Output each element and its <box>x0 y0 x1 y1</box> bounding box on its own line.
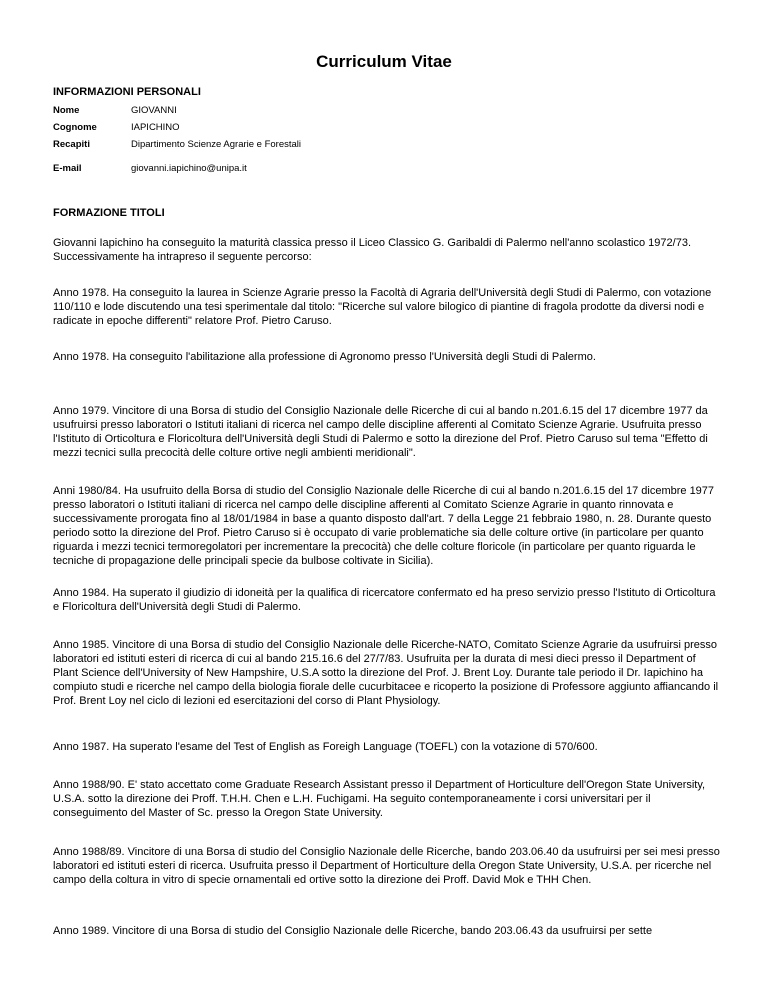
paragraph: Anno 1985. Vincitore di una Borsa di studio del Consiglio Nazionale delle Ricerche-NATO, Comitato Scienze Agrarie da usufruirsi presso laboratori ed istituti esteri di ricerca di cui al bando 215.16.6 del 27/7/83. Usufruita per la durata di mesi dieci presso il Department of Plant Science dell'University of New Hampshire, U.S.A sotto la direzione del Prof. J. Brent Loy. Durante tale periodo il Dr. Iapichino ha compiuto studi e ricerche nel campo della biologia fiorale delle cucurbitacee e ricoperto la posizione di Professore aggiunto affiancando il Prof. Brent Loy nel ciclo di lezioni ed esercitazioni del corso di Plant Physiology. <box>53 639 719 707</box>
paragraph: Anno 1978. Ha conseguito la laurea in Scienze Agrarie presso la Facoltà di Agraria dell'Università degli Studi di Palermo, con votazione 110/110 e lode discutendo una tesi sperimentale dal titolo: "Ricerche sul valore bilogico di piantine di fragola prodotte da diversi nodi e radicate in epoche differenti" relatore Prof. Pietro Caruso. <box>53 287 712 327</box>
paragraph: Anno 1984. Ha superato il giudizio di idoneità per la qualifica di ricercatore confermato ed ha preso servizio presso l'Istituto di Orticoltura e Floricoltura dell'Università degli Studi di Palermo. <box>53 587 716 613</box>
formazione-heading: FORMAZIONE TITOLI <box>53 207 165 219</box>
recapiti-value: Dipartimento Scienze Agrarie e Forestali <box>131 139 302 150</box>
paragraph: Anno 1988/90. E' stato accettato come Graduate Research Assistant presso il Department of Horticulture dell'Oregon State University, U.S.A. sotto la direzione dei Proff. T.H.H. Chen e L.H. Fuchigami. Ha seguito contemporaneamente i corsi universitari per il conseguimento del Master of Sc. presso la Oregon State University. <box>53 779 706 819</box>
paragraph: Giovanni Iapichino ha conseguito la maturità classica presso il Liceo Classico G. Garibaldi di Palermo nell'anno scolastico 1972/73. Successivamente ha intrapreso il seguente percorso: <box>53 237 691 263</box>
nome-value: GIOVANNI <box>131 105 177 116</box>
paragraph: Anno 1987. Ha superato l'esame del Test of English as Foreigh Language (TOEFL) con la votazione di 570/600. <box>53 741 598 753</box>
paragraph: Anno 1988/89. Vincitore di una Borsa di studio del Consiglio Nazionale delle Ricerche, bando 203.06.40 da usufruirsi per sei mesi presso laboratori ed istituti esteri di ricerca. Usufruita presso il Department of Horticulture della Oregon State University, U.S.A. per ricerche nel campo della coltura in vitro di specie ornamentali ed ortive sotto la direzione dei Proff. David Mok e THH Chen. <box>53 846 720 886</box>
cognome-label: Cognome <box>53 122 97 133</box>
nome-label: Nome <box>53 105 80 116</box>
paragraph: Anno 1978. Ha conseguito l'abilitazione alla professione di Agronomo presso l'Università degli Studi di Palermo. <box>53 351 596 363</box>
paragraph: Anni 1980/84. Ha usufruito della Borsa di studio del Consiglio Nazionale delle Ricerche di cui al bando n.201.6.15 del 17 dicembre 1977 presso laboratori o Istituti italiani di ricerca nel campo delle discipline afferenti al Comitato Scienze Agrarie in quanto rinnovata e successivamente prorogata fino al 18/01/1984 in base a quanto disposto dall'art. 7 della Legge 21 febbraio 1980, n. 28. Durante questo periodo sotto la direzione del Prof. Pietro Caruso si è occupato di varie problematiche sia delle colture ortive (in particolare per quanto riguarda i mezzi tecnici termoregolatori per incrementare la precocità) che delle colture floricole (in particolare per quanto riguarda le tecniche di propagazione delle principali specie da bulbose coltivate in Sicilia). <box>53 485 715 567</box>
paragraph: Anno 1989. Vincitore di una Borsa di studio del Consiglio Nazionale delle Ricerche, bando 203.06.43 da usufruirsi per sette <box>53 925 653 937</box>
paragraph: Anno 1979. Vincitore di una Borsa di studio del Consiglio Nazionale delle Ricerche di cui al bando n.201.6.15 del 17 dicembre 1977 da usufruirsi presso laboratori o Istituti italiani di ricerca nel campo delle discipline afferenti al Comitato Scienze Agrarie. Usufruita presso l'Istituto di Orticoltura e Floricoltura dell'Università degli Studi di Palermo e sotto la direzione del Prof. Pietro Caruso sul tema "Effetto di mezzi tecnici sulla precocità delle colture ortive negli ambienti meridionali". <box>53 405 708 459</box>
personal-info-heading: INFORMAZIONI PERSONALI <box>53 86 201 98</box>
page-title: Curriculum Vitae <box>316 52 452 71</box>
recapiti-label: Recapiti <box>53 139 90 150</box>
cognome-value: IAPICHINO <box>131 122 180 133</box>
email-value[interactable]: giovanni.iapichino@unipa.it <box>131 163 247 174</box>
email-label: E-mail <box>53 163 82 174</box>
